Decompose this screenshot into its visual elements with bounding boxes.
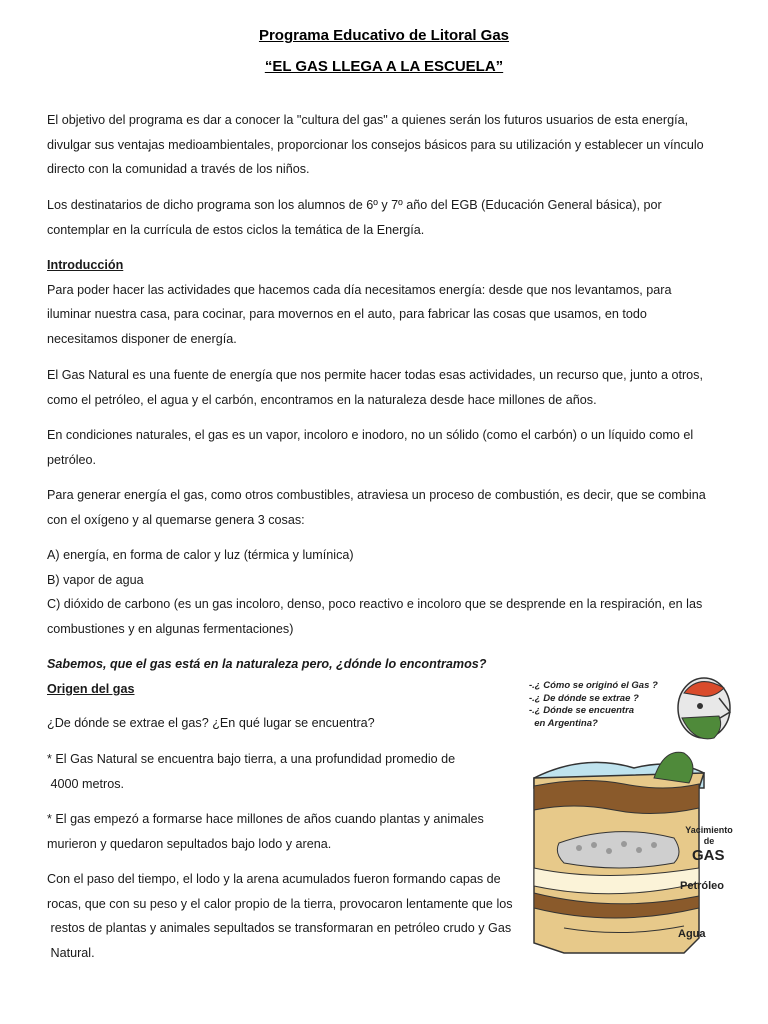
- list-item: A) energía, en forma de calor y luz (térmica y lumínica): [47, 548, 354, 562]
- text-line: Para generar energía el gas, como otros combustibles, atraviesa un proceso de combustión, es decir, que se combina: [47, 488, 706, 502]
- origen-question: [47, 711, 517, 736]
- origen-bullet-1: [47, 747, 517, 796]
- text-line: rocas, que con su peso y el calor propio de la tierra, provocaron lentamente que los: [47, 896, 513, 911]
- gas-label: GAS: [692, 847, 725, 864]
- combustion-list: [47, 543, 727, 641]
- text-line: petróleo.: [47, 452, 97, 467]
- text-line: * El gas empezó a formarse hace millones de años cuando plantas y animales: [47, 812, 484, 826]
- text-line: como el petróleo, el agua y el carbón, encontramos en la naturaleza desde hace millones de años.: [47, 392, 597, 407]
- text-line: Para poder hacer las actividades que hacemos cada día necesitamos energía: desde que nos levantamos, para: [47, 282, 672, 297]
- figure-question: -.¿ Cómo se originó el Gas ?: [529, 680, 658, 691]
- condiciones-paragraph: [47, 423, 727, 472]
- dinosaur-icon: [654, 752, 693, 783]
- text-line: con el oxígeno y al quemarse genera 3 cosas:: [47, 512, 305, 527]
- text-line: ¿De dónde se extrae el gas? ¿En qué lugar se encuentra?: [47, 716, 375, 730]
- question-line: Sabemos, que el gas está en la naturaleza pero, ¿dónde lo encontramos?: [47, 657, 487, 671]
- text-line: El Gas Natural es una fuente de energía que nos permite hacer todas esas actividades, un recurso que, junto a otros,: [47, 368, 703, 382]
- gas-deposit-illustration: [524, 668, 744, 958]
- document-subtitle: “EL GAS LLEGA A LA ESCUELA”: [264, 58, 504, 75]
- recipients-paragraph: [47, 193, 727, 242]
- text-line: directo con la comunidad a través de los niños.: [47, 162, 310, 177]
- list-item: combustiones y en algunas fermentaciones): [47, 621, 294, 636]
- list-item: B) vapor de agua: [47, 572, 144, 587]
- gas-natural-paragraph: [47, 363, 727, 412]
- document-title: Programa Educativo de Litoral Gas: [258, 27, 510, 44]
- text-line: * El Gas Natural se encuentra bajo tierra, a una profundidad promedio de: [47, 752, 456, 766]
- figure-label: de: [703, 836, 715, 846]
- origen-paragraph-3: [47, 867, 517, 965]
- text-line: Con el paso del tiempo, el lodo y la arena acumulados fueron formando capas de: [47, 872, 501, 886]
- text-line: Los destinatarios de dicho programa son los alumnos de 6º y 7º año del EGB (Educación General básica), por: [47, 198, 662, 212]
- list-item: C) dióxido de carbono (es un gas incoloro, denso, poco reactivo e incoloro que se desprende en la respiración, en las: [47, 597, 703, 612]
- text-line: contemplar en la currícula de estos ciclos la temática de la Energía.: [47, 222, 425, 237]
- introduccion-section: [47, 253, 727, 351]
- intro-paragraph: [47, 108, 727, 182]
- text-line: divulgar sus ventajas medioambientales, proporcionar los consejos básicos para su utilización y establecer un vínculo: [47, 137, 704, 152]
- text-line: murieron y quedaron sepultados bajo lodo y arena.: [47, 836, 332, 851]
- text-line: iluminar nuestra casa, para cocinar, para movernos en el auto, para fabricar las cosas que usamos, en todo: [47, 307, 647, 322]
- text-line: 4000 metros.: [47, 776, 125, 791]
- agua-label: Agua: [678, 928, 706, 940]
- text-line: En condiciones naturales, el gas es un vapor, incoloro e inodoro, no un sólido (como el carbón) o un líquido como el: [47, 428, 694, 442]
- yacimiento-label: [683, 825, 735, 847]
- terrain-cross-section: [534, 752, 704, 953]
- origen-section: [47, 677, 517, 702]
- text-line: Natural.: [47, 945, 95, 960]
- introduccion-heading: Introducción: [47, 258, 124, 272]
- text-line: El objetivo del programa es dar a conocer la "cultura del gas" a quienes serán los futuros usuarios de esta energía,: [47, 113, 689, 127]
- origen-bullet-2: [47, 807, 517, 856]
- figure-question: -.¿ Dónde se encuentra: [529, 705, 635, 716]
- combustion-paragraph: [47, 483, 727, 532]
- petroleo-label: Petróleo: [680, 880, 725, 892]
- figure-question: en Argentina?: [529, 717, 598, 729]
- text-line: restos de plantas y animales sepultados se transformaran en petróleo crudo y Gas: [47, 921, 512, 936]
- figure-question: -.¿ De dónde se extrae ?: [529, 692, 639, 704]
- mascot-icon: [678, 678, 730, 739]
- text-line: necesitamos disponer de energía.: [47, 331, 237, 346]
- figure-label: Yacimiento: [685, 825, 733, 835]
- origen-heading: Origen del gas: [47, 682, 135, 696]
